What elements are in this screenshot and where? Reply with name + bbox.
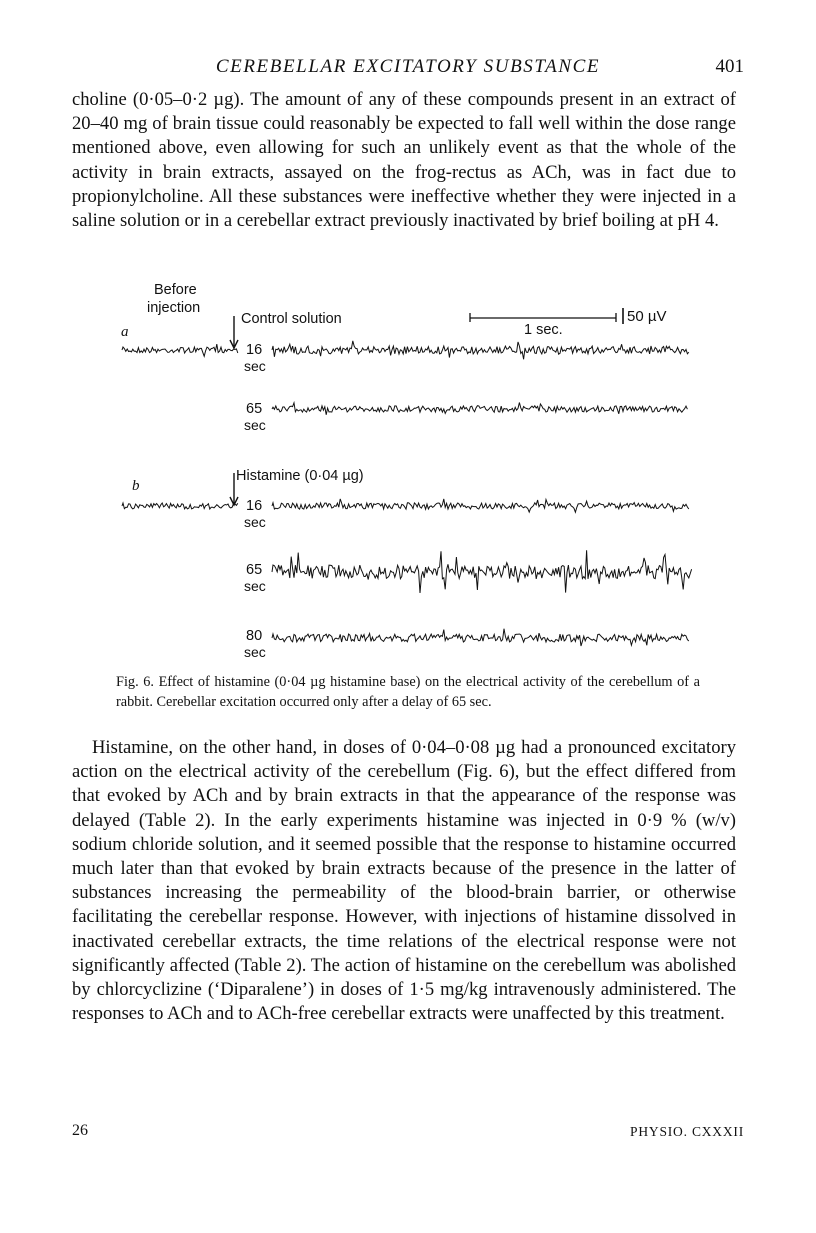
trace-line xyxy=(272,629,689,646)
before-label-line2: injection xyxy=(147,300,201,316)
page-number: 401 xyxy=(715,56,744,77)
trace-a2-time: 65 xyxy=(246,401,263,417)
trace-line xyxy=(272,341,689,359)
trace-b1-time: 16 xyxy=(246,498,263,514)
trace-b-baseline xyxy=(122,498,238,514)
trace-b-80sec xyxy=(272,628,690,648)
running-title: CEREBELLAR EXCITATORY SUBSTANCE xyxy=(215,56,601,77)
trace-b2-time: 65 xyxy=(246,562,263,578)
trace-a1-time: 16 xyxy=(246,342,263,358)
trace-b-16sec xyxy=(272,498,690,514)
trace-line xyxy=(272,550,692,593)
trace-b1-unit: sec xyxy=(244,514,266,530)
paragraph-2-text: Histamine, on the other hand, in doses of 0·04–0·08 µg had a pronounced excitatory action on the electrical activity of the cerebellum (Fig. 6), but the effect differed from that evoked by ACh and by brain extracts in that the appearance of the response was delayed (Table 2). In the early experiments histamine was injected in 0·9 % (w/v) sodium chloride solution, and it seemed possible that the response to histamine occurred much later than that evoked by brain extracts because of the presence in the latter of substances increasing the permeability of the blood-brain barrier, or otherwise facilitating the cerebellar response. However, with injections of histamine dissolved in inactivated cerebellar extracts, the time relations of the electrical response were not significantly affected (Table 2). The action of histamine on the cerebellum was abolished by chlorcyclizine (‘Diparalene’) in doses of 1·5 mg/kg intravenously administered. The responses to ACh and to ACh-free cerebellar extracts were unaffected by this treatment. xyxy=(72,737,736,1025)
panel-a-label: a xyxy=(121,324,129,340)
trace-b2-unit: sec xyxy=(244,578,266,594)
trace-b3-time: 80 xyxy=(246,628,263,644)
trace-a2-unit: sec xyxy=(244,417,266,433)
amplitude-scale-bar xyxy=(620,307,626,325)
time-scale-label: 1 sec. xyxy=(524,322,563,338)
footer-signature-number: 26 xyxy=(72,1122,88,1139)
before-label-line1: Before xyxy=(154,282,197,298)
trace-b3-unit: sec xyxy=(244,644,266,660)
histamine-label: Histamine (0·04 µg) xyxy=(236,468,364,484)
trace-line xyxy=(122,344,238,356)
trace-a1-unit: sec xyxy=(244,358,266,374)
footer-journal: PHYSIO. CXXXII xyxy=(630,1124,744,1139)
trace-a-65sec xyxy=(272,401,688,417)
paragraph-1-text: choline (0·05–0·2 µg). The amount of any of these compounds present in an extract of 20–40 mg of brain tissue could reasonably be expected to fall well within the dose range mentioned above, even allowing for such an unlikely event as that the whole of the activity in brain extracts, assayed on the frog-rectus as ACh, was in fact due to propionylcholine. All these substances were ineffective whether they were injected in a saline solution or in a cerebellar extract previously inactivated by brief boiling at pH 4. xyxy=(72,89,736,232)
figure-caption: Fig. 6. Effect of histamine (0·04 µg histamine base) on the electrical activity of the cerebellum of a rabbit. Cerebellar excitation occurred only after a delay of 65 sec. xyxy=(116,674,700,710)
trace-b-65sec xyxy=(272,548,692,596)
trace-a-16sec xyxy=(272,340,690,360)
trace-a-baseline xyxy=(122,342,238,358)
figure-6 xyxy=(72,280,736,670)
amplitude-scale-label: 50 µV xyxy=(627,308,667,325)
page-header xyxy=(72,56,744,84)
paragraph-histamine xyxy=(72,736,736,1026)
panel-b-label: b xyxy=(132,478,140,494)
trace-line xyxy=(122,503,238,509)
paragraph-continuation xyxy=(72,88,736,233)
control-solution-label: Control solution xyxy=(241,311,342,327)
trace-line xyxy=(272,499,689,512)
trace-line xyxy=(272,403,687,415)
